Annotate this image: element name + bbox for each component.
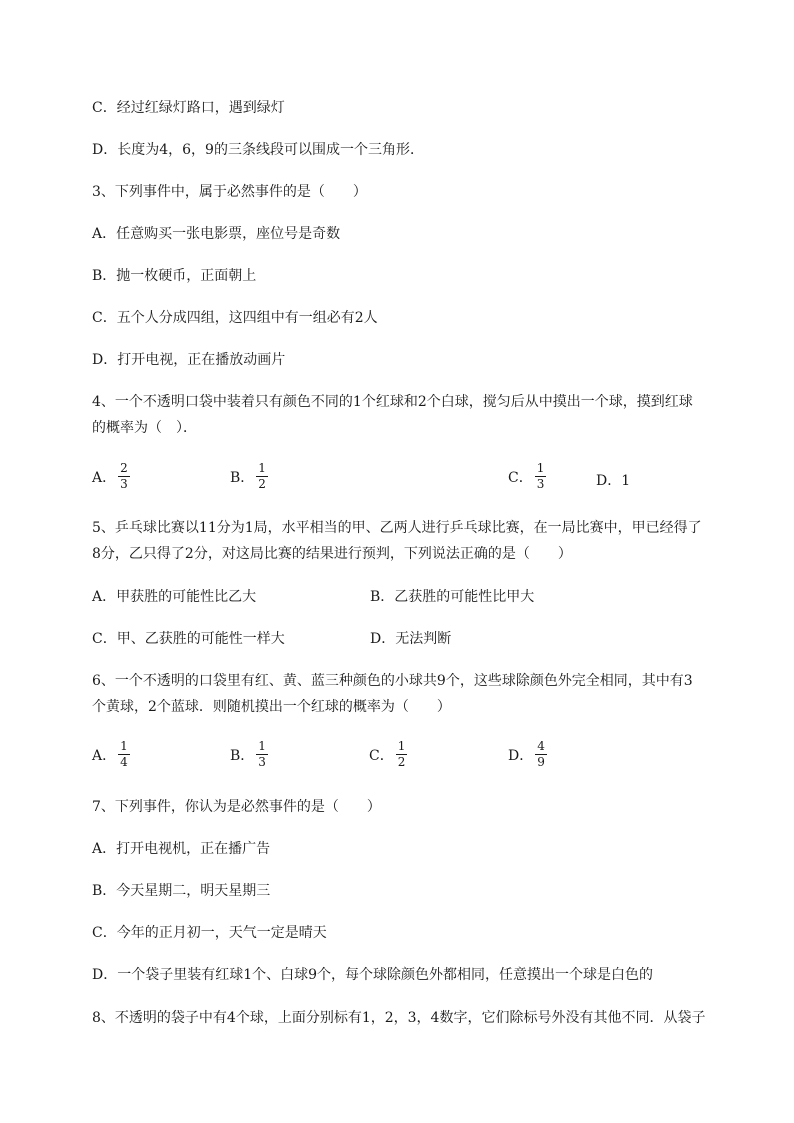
- question-6-line-1: 6、一个不透明的口袋里有红、黄、蓝三种颜色的小球共9个，这些球除颜色外完全相同，其中有3: [92, 673, 693, 689]
- fraction-denominator: 3: [120, 477, 128, 491]
- fraction-numerator: 1: [120, 739, 128, 753]
- q6-option-b-fraction: [256, 740, 268, 769]
- q7-option-b: B．今天星期二，明天星期三: [92, 883, 271, 899]
- q5-option-d: D．无法判断: [370, 631, 452, 647]
- q5-option-b: B．乙获胜的可能性比甲大: [370, 589, 535, 605]
- question-4-line-2: 的概率为（ ）．: [92, 420, 197, 436]
- question-4-line-1: 4、一个不透明口袋中装着只有颜色不同的1个红球和2个白球，搅匀后从中摸出一个球，摸到红球: [92, 394, 693, 410]
- q4-option-c: [508, 462, 546, 491]
- q4-option-d-label: D．1: [596, 473, 631, 489]
- q7-option-d: D．一个袋子里装有红球1个、白球9个，每个球除颜色外都相同，任意摸出一个球是白色的: [92, 967, 654, 983]
- q6-option-b: [230, 740, 268, 769]
- question-5-line-2: 8分，乙只得了2分，对这局比赛的结果进行预判，下列说法正确的是（ ）: [92, 546, 572, 562]
- question-8-line-1: 8、不透明的袋子中有4个球，上面分别标有1，2，3，4数字，它们除标号外没有其他不同．从袋子: [92, 1010, 706, 1026]
- q6-option-d: [508, 740, 547, 769]
- fraction-denominator: 3: [536, 477, 545, 491]
- q4-option-a: [92, 462, 130, 491]
- fraction-denominator: 9: [537, 755, 545, 769]
- q6-option-c-label: C．: [369, 747, 394, 764]
- q5-option-a: A．甲获胜的可能性比乙大: [92, 589, 257, 605]
- option-d-prev: D．长度为4，6，9的三条线段可以围成一个三角形．: [92, 142, 424, 158]
- q6-option-a-label: A．: [92, 747, 117, 764]
- q4-option-a-label: A．: [92, 469, 117, 486]
- fraction-numerator: 1: [397, 739, 406, 753]
- q6-option-c-fraction: [396, 740, 408, 769]
- q4-option-a-fraction: [118, 462, 130, 491]
- q7-option-a: A．打开电视机，正在播广告: [92, 841, 271, 857]
- q4-option-c-label: C．: [508, 469, 533, 486]
- q6-option-a: [92, 740, 130, 769]
- q5-option-c: C．甲、乙获胜的可能性一样大: [92, 631, 285, 647]
- fraction-numerator: 1: [258, 461, 266, 475]
- q6-option-b-label: B．: [230, 747, 255, 764]
- fraction-numerator: 4: [537, 739, 545, 753]
- fraction-denominator: 3: [258, 755, 266, 769]
- q7-option-c: C．今年的正月初一，天气一定是晴天: [92, 925, 327, 941]
- q6-option-c: [369, 740, 407, 769]
- q4-option-b-label: B．: [230, 469, 255, 486]
- fraction-numerator: 1: [258, 739, 266, 753]
- q6-option-d-label: D．: [508, 747, 534, 764]
- question-6-line-2: 个黄球，2个蓝球．则随机摸出一个红球的概率为（ ）: [92, 699, 451, 715]
- q3-option-b: B．抛一枚硬币，正面朝上: [92, 268, 257, 284]
- q3-option-d: D．打开电视，正在播放动画片: [92, 352, 286, 368]
- fraction-numerator: 1: [536, 461, 545, 475]
- fraction-denominator: 2: [258, 477, 266, 491]
- q4-option-b: [230, 462, 268, 491]
- q3-option-c: C．五个人分成四组，这四组中有一组必有2人: [92, 310, 378, 326]
- q4-option-c-fraction: [535, 462, 547, 491]
- option-c-prev: C．经过红绿灯路口，遇到绿灯: [92, 100, 285, 116]
- fraction-denominator: 2: [397, 755, 406, 769]
- q3-option-a: A．任意购买一张电影票，座位号是奇数: [92, 226, 341, 242]
- fraction-denominator: 4: [120, 755, 128, 769]
- question-3: 3、下列事件中，属于必然事件的是（ ）: [92, 184, 367, 200]
- q4-option-d: [596, 470, 630, 490]
- q4-option-b-fraction: [256, 462, 268, 491]
- q6-option-a-fraction: [118, 740, 130, 769]
- q6-option-d-fraction: [535, 740, 547, 769]
- question-5-line-1: 5、乒乓球比赛以11分为1局，水平相当的甲、乙两人进行乒乓球比赛，在一局比赛中，甲已经得了: [92, 520, 702, 536]
- question-7: 7、下列事件，你认为是必然事件的是（ ）: [92, 799, 381, 815]
- fraction-numerator: 2: [120, 461, 128, 475]
